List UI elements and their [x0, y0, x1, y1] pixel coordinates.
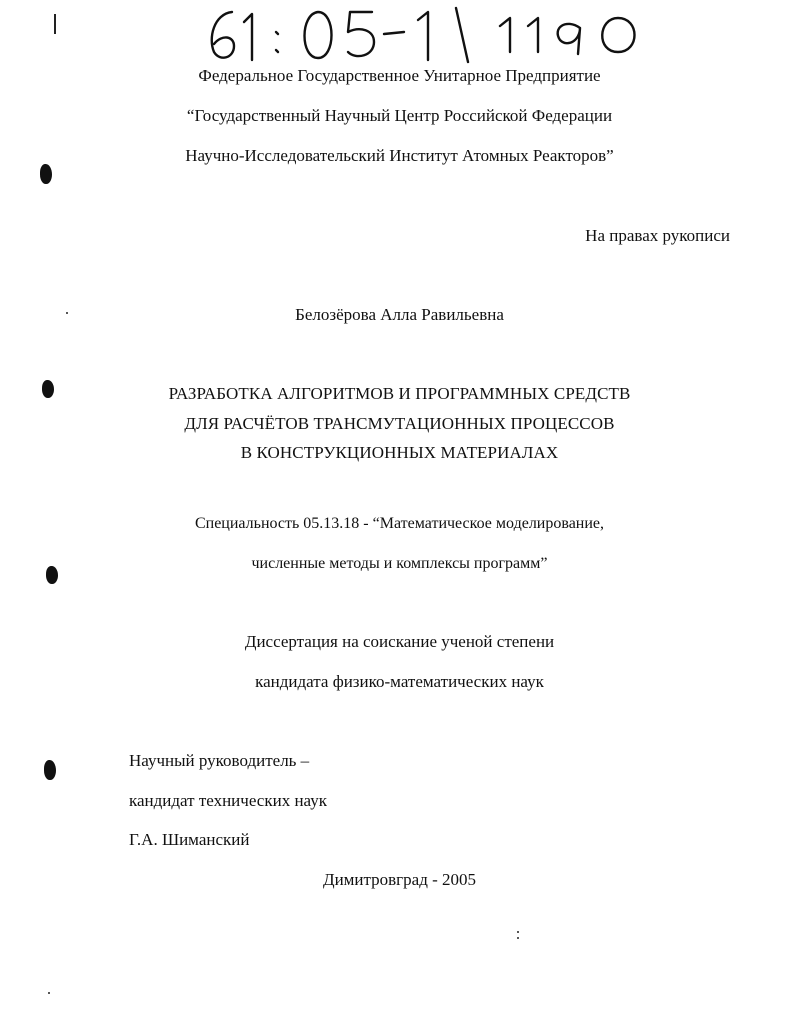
degree-line-1: Диссертация на соискание ученой степени — [244, 632, 555, 651]
degree-line-2: кандидата физико-математических наук — [255, 672, 544, 691]
supervisor-name: Г.А. Шиманский — [129, 830, 250, 849]
binding-hole-mark — [44, 760, 56, 780]
organization-line-1: Федеральное Государственное Унитарное Предприятие — [198, 66, 601, 85]
specialty-line-1: Специальность 05.13.18 - “Математическое моделирование, — [194, 515, 605, 532]
scan-speck — [48, 992, 50, 994]
scan-speck — [66, 312, 68, 314]
dissertation-title-line-2: ДЛЯ РАСЧЁТОВ ТРАНСМУТАЦИОННЫХ ПРОЦЕССОВ — [184, 414, 615, 433]
scan-speck — [517, 937, 519, 939]
manuscript-rights-note: На правах рукописи — [585, 226, 730, 245]
binding-hole-mark — [46, 566, 58, 584]
organization-line-3: Научно-Исследовательский Институт Атомных Реакторов” — [185, 146, 614, 165]
author-name: Белозёрова Алла Равильевна — [295, 305, 504, 324]
binding-hole-mark — [42, 380, 54, 398]
handwritten-archive-code — [0, 0, 799, 70]
binding-hole-mark — [40, 164, 52, 184]
organization-line-2: “Государственный Научный Центр Российской Федерации — [186, 106, 613, 125]
specialty-line-2: численные методы и комплексы программ” — [251, 555, 548, 572]
supervisor-label: Научный руководитель – — [129, 751, 310, 770]
dissertation-title-line-1: РАЗРАБОТКА АЛГОРИТМОВ И ПРОГРАММНЫХ СРЕДСТВ — [168, 384, 631, 403]
supervisor-degree: кандидат технических наук — [129, 791, 327, 810]
place-and-year: Димитровград - 2005 — [322, 870, 477, 889]
scan-speck — [517, 931, 519, 933]
dissertation-title-line-3: В КОНСТРУКЦИОННЫХ МАТЕРИАЛАХ — [240, 443, 559, 462]
